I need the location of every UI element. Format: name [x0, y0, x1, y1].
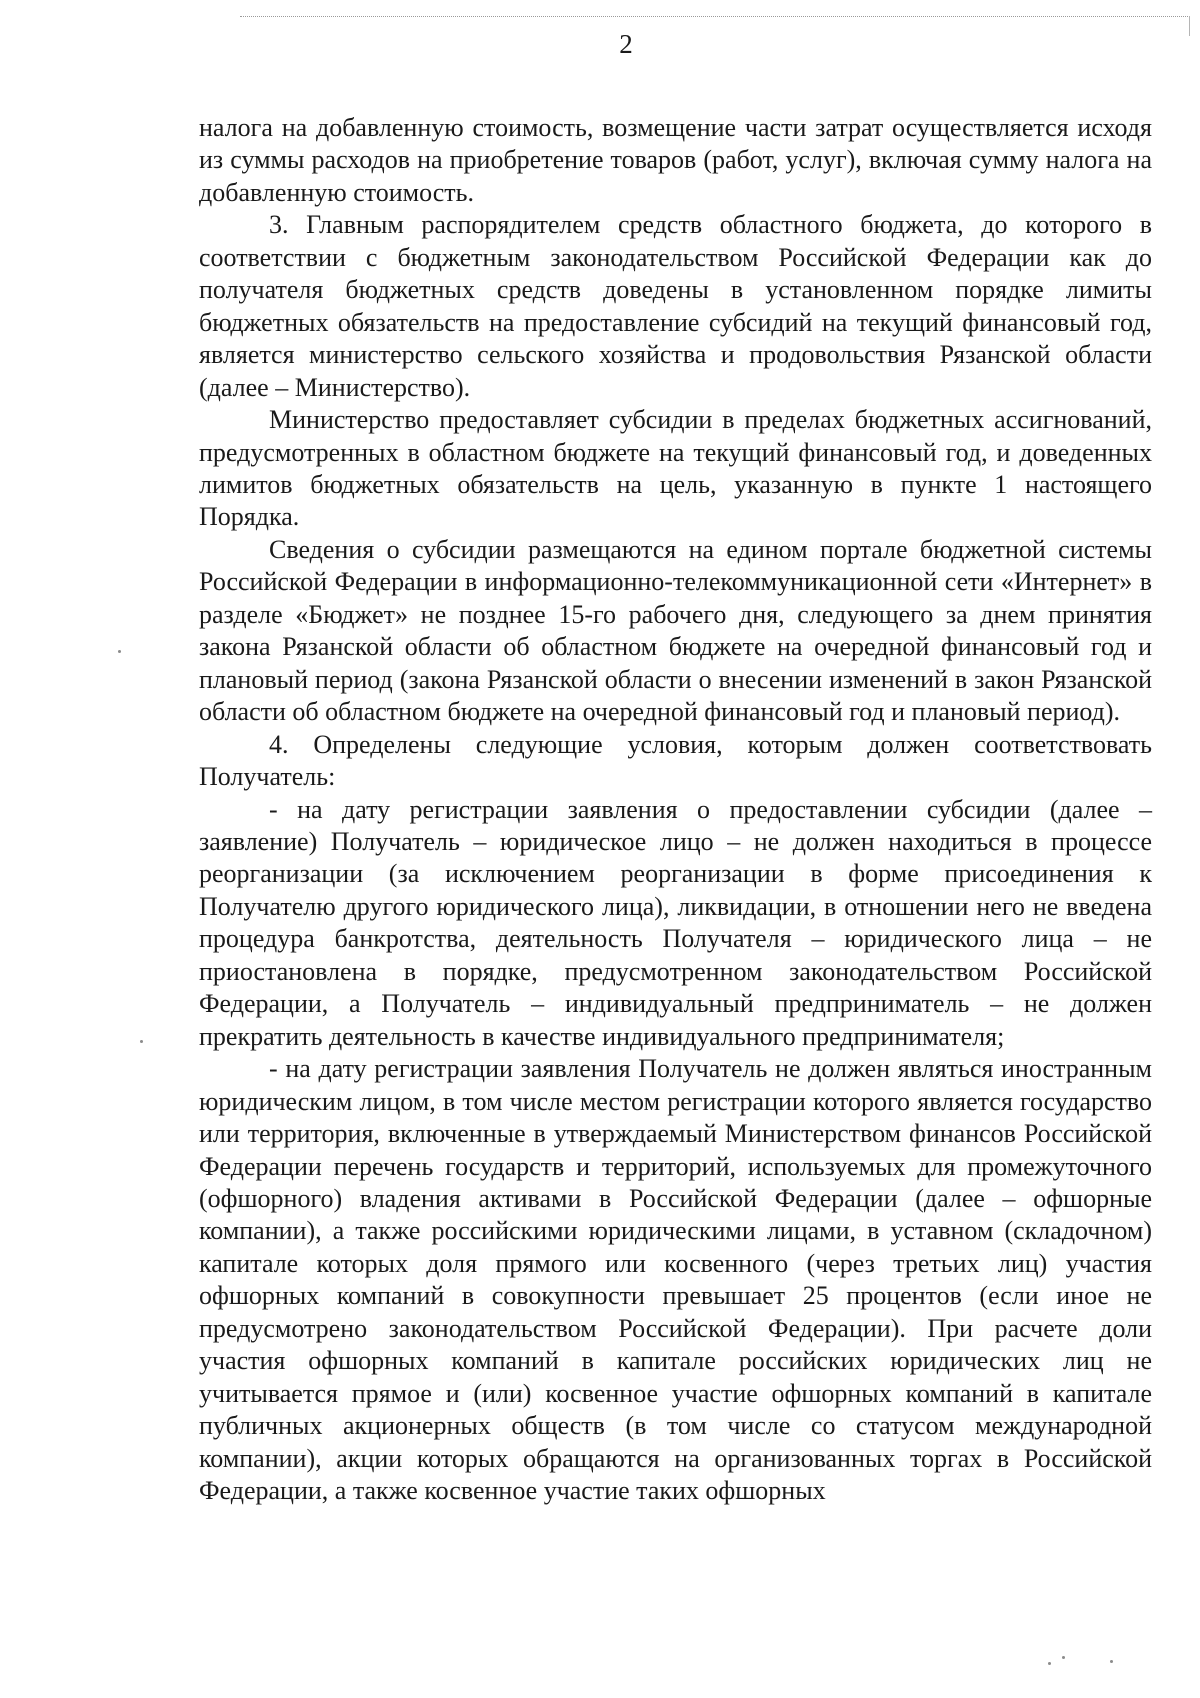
- scan-speck: [118, 650, 121, 653]
- page-number: 2: [619, 29, 633, 59]
- paragraph-condition-offshore: - на дату регистрации заявления Получатель не должен являться иностранным юридическим лицом, в том числе местом регистрации которого является государство или территория, включенные в утверждаемый Министерством финансов Российской Федерации перечень государств и территорий, используемых для промежуточного (офшорного) владения активами в Российской Федерации (далее – офшорные компании), а также российскими юридическими лицами, в уставном (складочном) капитале которых доля прямого или косвенного (через третьих лиц) участия офшорных компаний в совокупности превышает 25 процентов (если иное не предусмотрено законодательством Российской Федерации). При расчете доли участия офшорных компаний в капитале российских юридических лиц не учитывается прямое и (или) косвенное участие офшорных компаний в капитале публичных акционерных обществ (в том числе со статусом международной компании), акции которых обращаются на организованных торгах в Российской Федерации, а также косвенное участие таких офшорных: [199, 1054, 1152, 1506]
- scan-speck: [1062, 1656, 1065, 1659]
- paragraph-subsidy-info: Сведения о субсидии размещаются на едином портале бюджетной системы Российской Федерации в информационно-телекоммуникационной сети «Интернет» в разделе «Бюджет» не позднее 15-го рабочего дня, следующего за днем принятия закона Рязанской области об областном бюджете на очередной финансовый год и плановый период (закона Рязанской области о внесении изменений в закон Рязанской области об областном бюджете на очередной финансовый год и плановый период).: [199, 534, 1152, 727]
- scan-speck: [1110, 1660, 1113, 1663]
- paragraph-ministry-subsidies: Министерство предоставляет субсидии в пределах бюджетных ассигнований, предусмотренных в областном бюджете на текущий финансовый год, и доведенных лимитов бюджетных обязательств на цель, указанную в пункте 1 настоящего Порядка.: [199, 405, 1152, 532]
- paragraph-clause-4: 4. Определены следующие условия, которым должен соответствовать Получатель:: [199, 729, 1152, 792]
- scan-edge-top: [240, 16, 1190, 17]
- paragraph-condition-reorganization: - на дату регистрации заявления о предоставлении субсидии (далее – заявление) Получатель – юридическое лицо – не должен находиться в процессе реорганизации (за исключением реорганизации в форме присоединения к Получателю другого юридического лица), ликвидации, в отношении него не введена процедура банкротства, деятельность Получателя – юридического лица – не приостановлена в порядке, предусмотренном законодательством Российской Федерации, а Получатель – индивидуальный предприниматель – не должен прекратить деятельность в качестве индивидуального предпринимателя;: [199, 794, 1152, 1051]
- scan-speck: [1048, 1662, 1051, 1665]
- scan-speck: [140, 1040, 143, 1043]
- paragraph-clause-3: 3. Главным распорядителем средств областного бюджета, до которого в соответствии с бюджетным законодательством Российской Федерации как до получателя бюджетных средств доведены в установленном порядке лимиты бюджетных обязательств на предоставление субсидий на текущий финансовый год, является министерство сельского хозяйства и продовольствия Рязанской области (далее – Министерство).: [199, 210, 1152, 402]
- paragraph-continuation: налога на добавленную стоимость, возмещение части затрат осуществляется исходя из суммы расходов на приобретение товаров (работ, услуг), включая сумму налога на добавленную стоимость.: [199, 113, 1152, 207]
- document-body: [199, 112, 1152, 1507]
